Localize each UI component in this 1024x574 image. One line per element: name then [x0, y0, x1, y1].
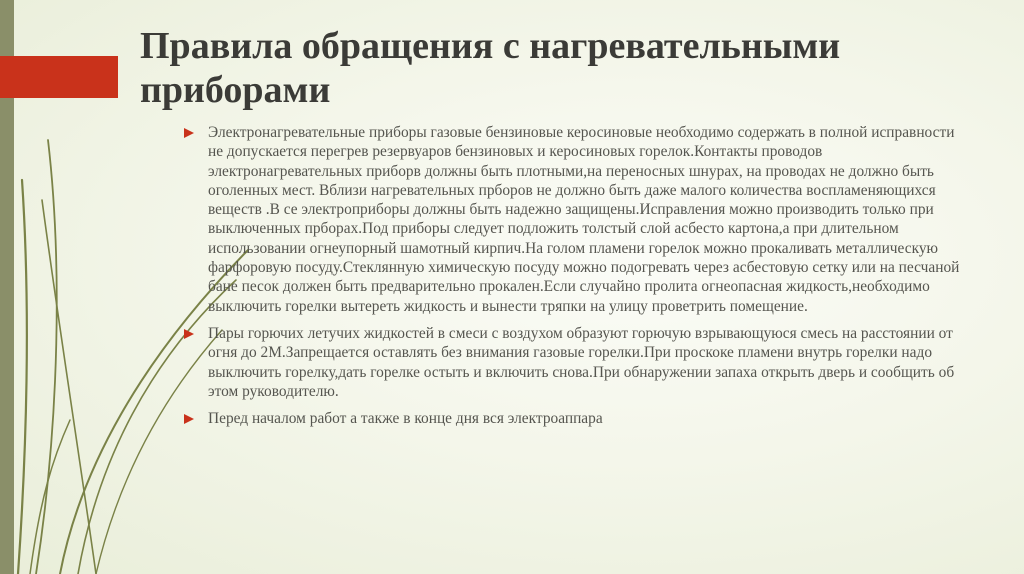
bullet-list	[182, 123, 972, 436]
bullet-text: Пары горючих летучих жидкостей в смеси с воздухом образуют горючую взрывающуюся смесь на расстоянии от огня до 2М.Запрещается оставлять без внимания газовые горелки.При проскоке пламени внутрь горелки надо выключить горелку,дать горелке остыть и включить снова.При обнаружении запаха открыть дверь и сообщить об этом руководителю.	[208, 324, 955, 400]
slide-title: Правила обращения с нагревательными приборами	[140, 25, 841, 111]
bullet-text: Электронагревательные приборы газовые бензиновые керосиновые необходимо содержать в полной исправности не допускается перегрев резервуаров бензиновых и керосиновых горелок.Контакты проводов электронагревательных приборв должны быть плотными,на переносных шнурах, на проводах не должно быть оголенных мест. Вблизи нагревательных прборов не должно быть даже малого количества воспламеняющихся веществ .В се электроприборы должны быть надежно защищены.Исправления можно производить только при выключенных прборах.Под приборы следует подложить толстый слой асбесто картона,а при длительном использовании огнеупорный шамотный кирпич.На голом пламени горелок можно прокаливать металлическую фарфоровую посуду.Стеклянную химическую посуду можно подогревать через асбестовую сетку или на песчаной бане песок должен быть предварительно прокален.Если случайно пролита огнеопасная жидкость,необходимо выключить горелки вытереть жидкость и вынести тряпки на улицу проветрить помещение.	[208, 124, 960, 315]
arrow-bullet-icon	[184, 414, 194, 424]
title-accent-tab	[0, 56, 118, 98]
arrow-bullet-icon	[184, 128, 194, 138]
list-item	[182, 409, 972, 428]
list-item	[182, 123, 972, 316]
list-item	[182, 324, 972, 401]
arrow-bullet-icon	[184, 329, 194, 339]
bullet-text: Перед началом работ а также в конце дня вся электроаппара	[208, 410, 603, 428]
